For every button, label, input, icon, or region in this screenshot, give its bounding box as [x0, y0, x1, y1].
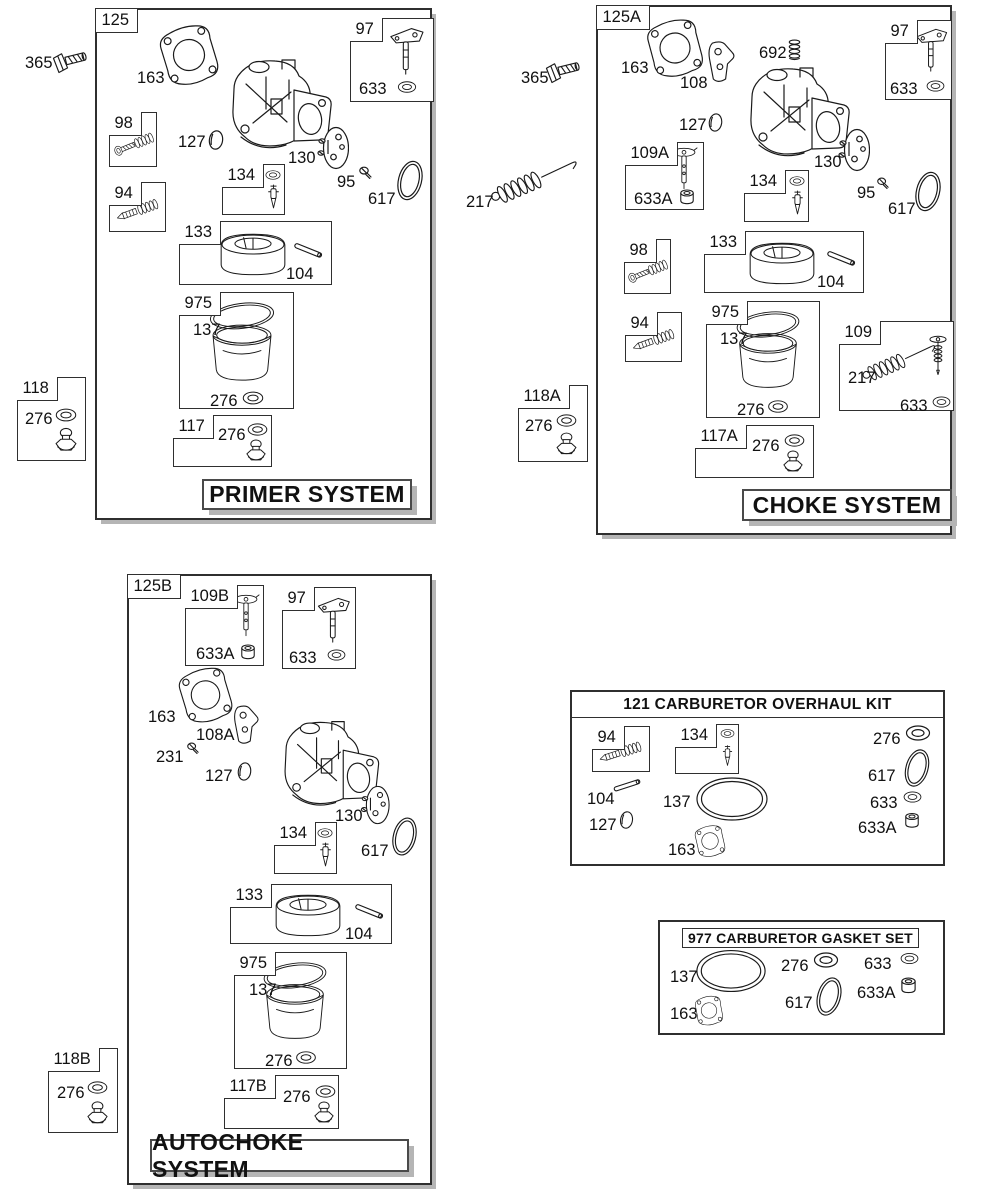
choke-system-box — [596, 5, 952, 535]
o-ring-drawing — [391, 156, 429, 204]
carburetor-body-drawing — [718, 60, 853, 165]
primer-system-box — [95, 8, 432, 520]
washer-drawing — [813, 952, 839, 968]
part-label-231: 231 — [156, 748, 184, 766]
carburetor-gasket-drawing — [692, 822, 728, 860]
seal-cap-drawing — [679, 189, 695, 205]
part-label-163: 163 — [621, 59, 649, 77]
sub-box-975 — [179, 292, 294, 409]
seat-ring-drawing — [317, 828, 333, 838]
part-label-633A: 633A — [857, 984, 896, 1002]
seal-ring-drawing — [327, 649, 346, 661]
float-drawing — [745, 238, 819, 288]
part-label-137: 137 — [193, 321, 221, 339]
part-label-127: 127 — [679, 116, 707, 134]
part-label-104: 104 — [587, 790, 615, 808]
part-label-617: 617 — [785, 994, 813, 1012]
primer-system-title: PRIMER SYSTEM — [202, 479, 412, 510]
sub-box-134-tab: 134 — [744, 170, 787, 195]
o-ring-drawing — [898, 745, 936, 791]
seal-ring-drawing — [397, 81, 417, 93]
welch-plug-drawing — [236, 761, 253, 782]
part-label-108: 108 — [680, 74, 708, 92]
seal-ring-drawing — [926, 80, 945, 92]
throttle-plate-drawing — [317, 126, 349, 170]
sub-box-134 — [675, 724, 739, 774]
part-label-633: 633 — [870, 794, 898, 812]
sub-box-133 — [704, 231, 864, 293]
float-drawing — [271, 890, 345, 940]
part-label-276: 276 — [525, 417, 553, 435]
box-118B-tab: 118B — [48, 1048, 100, 1073]
sub-box-134 — [744, 170, 809, 222]
sub-box-109B-tab: 109B — [185, 585, 239, 610]
sub-box-117A-tab: 117A — [695, 425, 747, 450]
sub-box-94-tab: 94 — [109, 182, 142, 207]
part-label-104: 104 — [817, 273, 845, 291]
sub-box-134-tab: 134 — [222, 164, 265, 189]
overhaul-kit-box — [570, 690, 945, 866]
seal-cap-drawing — [900, 977, 917, 994]
box-118A — [518, 385, 588, 462]
part-label-276: 276 — [873, 730, 901, 748]
float-hinge-pin-drawing — [352, 899, 387, 923]
sub-box-117A — [695, 425, 814, 478]
part-label-633: 633 — [864, 955, 892, 973]
spring-coil-drawing — [788, 38, 801, 62]
sub-box-133-tab: 133 — [230, 884, 273, 909]
screw-drawing — [359, 166, 373, 180]
autochoke-box-tab: 125B — [128, 575, 182, 600]
part-label-617: 617 — [361, 842, 389, 860]
gasket-set-box — [658, 920, 945, 1035]
sub-box-975 — [234, 952, 347, 1069]
welch-plug-drawing — [618, 810, 636, 830]
part-label-95: 95 — [857, 184, 876, 202]
washer-drawing — [87, 1081, 108, 1094]
bowl-nut-drawing — [554, 431, 579, 459]
part-label-633: 633 — [900, 397, 928, 415]
part-label-276: 276 — [218, 426, 246, 444]
o-ring-drawing — [386, 812, 423, 860]
washer-drawing — [315, 1085, 336, 1098]
autochoke-system-title: AUTOCHOKE SYSTEM — [150, 1139, 409, 1172]
part-label-95: 95 — [337, 173, 356, 191]
sub-box-133 — [230, 884, 392, 944]
sub-box-97-tab: 97 — [282, 587, 315, 612]
seal-cap-drawing — [904, 812, 920, 829]
primer-box-tab: 125 — [96, 9, 139, 34]
part-label-276: 276 — [283, 1088, 311, 1106]
inlet-needle-drawing — [721, 742, 734, 770]
seal-cap-drawing — [240, 644, 256, 660]
seal-ring-drawing — [900, 952, 919, 965]
sub-box-975-tab: 975 — [234, 952, 277, 977]
part-label-276: 276 — [752, 437, 780, 455]
part-label-633: 633 — [289, 649, 317, 667]
part-label-633A: 633A — [858, 819, 897, 837]
part-label-163: 163 — [148, 708, 176, 726]
sub-box-94-tab: 94 — [592, 726, 625, 751]
part-label-276: 276 — [781, 957, 809, 975]
seal-ring-drawing — [903, 791, 922, 803]
sub-box-117 — [173, 415, 272, 467]
sub-box-975-tab: 975 — [706, 301, 749, 326]
part-label-617: 617 — [368, 190, 396, 208]
part-label-276: 276 — [25, 410, 53, 428]
sub-box-134 — [222, 164, 285, 215]
part-label-617: 617 — [868, 767, 896, 785]
box-118B — [48, 1048, 118, 1133]
throttle-plate-drawing — [360, 785, 390, 825]
box-118A-tab: 118A — [518, 385, 570, 410]
sub-box-94 — [625, 312, 682, 362]
part-label-130: 130 — [814, 153, 842, 171]
sub-box-975-tab: 975 — [179, 292, 222, 317]
sub-box-97-tab: 97 — [885, 20, 918, 45]
box-118-tab: 118 — [17, 377, 58, 402]
inlet-needle-drawing — [266, 183, 281, 211]
part-label-127: 127 — [205, 767, 233, 785]
part-label-137: 137 — [670, 968, 698, 986]
part-label-130: 130 — [335, 807, 363, 825]
bowl-nut-drawing — [781, 449, 805, 476]
seat-ring-drawing — [720, 729, 735, 738]
sub-box-98-tab: 98 — [109, 112, 142, 137]
part-label-276: 276 — [737, 401, 765, 419]
float-hinge-pin-drawing — [824, 246, 859, 270]
sub-box-97-tab: 97 — [350, 18, 383, 43]
sub-box-98-tab: 98 — [624, 239, 657, 264]
part-label-163: 163 — [668, 841, 696, 859]
choke-system-title: CHOKE SYSTEM — [742, 489, 952, 521]
sub-box-109 — [839, 321, 954, 415]
washer-drawing — [295, 1051, 317, 1064]
carburetor-gasket-drawing — [641, 13, 709, 82]
o-ring-drawing — [810, 973, 848, 1020]
choke-box-tab: 125A — [597, 6, 651, 31]
washer-drawing — [55, 408, 77, 422]
sub-box-134-tab: 134 — [675, 724, 718, 749]
sub-box-94-tab: 94 — [625, 312, 658, 337]
seal-ring-drawing — [932, 396, 951, 408]
sub-box-117-tab: 117 — [173, 415, 214, 440]
overhaul-kit-title: 121 CARBURETOR OVERHAUL KIT — [572, 692, 943, 718]
sub-box-109B — [185, 585, 264, 666]
part-label-127: 127 — [178, 133, 206, 151]
mounting-bolt-drawing — [50, 44, 91, 76]
bowl-o-ring-drawing — [694, 776, 770, 822]
washer-drawing — [905, 725, 931, 741]
part-label-104: 104 — [286, 265, 314, 283]
part-label-137: 137 — [663, 793, 691, 811]
part-label-137: 137 — [720, 330, 748, 348]
part-label-108A: 108A — [196, 726, 235, 744]
bowl-nut-drawing — [244, 438, 268, 465]
part-label-276: 276 — [265, 1052, 293, 1070]
bowl-nut-drawing — [53, 426, 79, 456]
part-label-163: 163 — [137, 69, 165, 87]
washer-drawing — [784, 434, 805, 447]
part-label-365: 365 — [521, 69, 549, 87]
part-label-217: 217 — [848, 369, 876, 387]
part-label-633: 633 — [890, 80, 918, 98]
sub-box-133 — [179, 221, 332, 285]
washer-drawing — [242, 391, 264, 405]
part-label-633: 633 — [359, 80, 387, 98]
bowl-nut-drawing — [85, 1099, 110, 1129]
sub-box-109A — [625, 142, 704, 210]
bowl-nut-drawing — [312, 1100, 336, 1127]
gasket-set-title: 977 CARBURETOR GASKET SET — [682, 928, 919, 948]
part-label-137: 137 — [249, 981, 277, 999]
sub-box-109-tab: 109 — [839, 321, 882, 346]
sub-box-134 — [274, 822, 337, 874]
part-label-104: 104 — [345, 925, 373, 943]
sub-box-117B — [224, 1075, 339, 1129]
part-label-163: 163 — [670, 1005, 698, 1023]
sub-box-109A-tab: 109A — [625, 142, 679, 167]
part-label-276: 276 — [57, 1084, 85, 1102]
part-label-276: 276 — [210, 392, 238, 410]
float-hinge-pin-drawing — [611, 775, 644, 797]
float-hinge-pin-drawing — [291, 238, 326, 262]
sub-box-97 — [885, 20, 952, 100]
screw-drawing — [877, 177, 890, 190]
part-label-692: 692 — [759, 44, 787, 62]
bowl-o-ring-drawing — [694, 948, 768, 994]
sub-box-98 — [109, 112, 157, 167]
sub-box-134-tab: 134 — [274, 822, 317, 847]
seat-ring-drawing — [789, 176, 805, 186]
part-label-633A: 633A — [196, 645, 235, 663]
part-label-127: 127 — [589, 816, 617, 834]
inlet-needle-drawing — [790, 189, 805, 217]
sub-box-117B-tab: 117B — [224, 1075, 276, 1100]
washer-drawing — [767, 400, 789, 413]
spring-screw-drawing — [927, 332, 949, 378]
mounting-bolt-drawing — [543, 54, 584, 86]
seat-ring-drawing — [265, 170, 281, 180]
autochoke-system-box — [127, 574, 432, 1185]
washer-drawing — [556, 414, 577, 427]
inlet-needle-drawing — [318, 841, 333, 869]
sub-box-94 — [592, 726, 650, 772]
throttle-plate-drawing — [838, 128, 870, 172]
washer-drawing — [247, 423, 268, 436]
box-118 — [17, 377, 86, 461]
part-label-617: 617 — [888, 200, 916, 218]
part-label-130: 130 — [288, 149, 316, 167]
float-drawing — [216, 229, 290, 279]
sub-box-133-tab: 133 — [179, 221, 222, 246]
throttle-shaft-drawing — [313, 595, 353, 643]
part-label-217: 217 — [466, 193, 494, 211]
throttle-shaft-drawing — [385, 25, 427, 75]
part-label-633A: 633A — [634, 190, 673, 208]
sub-box-975 — [706, 301, 820, 418]
sub-box-97 — [350, 18, 434, 102]
sub-box-97 — [282, 587, 356, 669]
sub-box-98 — [624, 239, 671, 294]
sub-box-133-tab: 133 — [704, 231, 747, 256]
welch-plug-drawing — [207, 129, 226, 151]
sub-box-94 — [109, 182, 166, 232]
part-label-365: 365 — [25, 54, 53, 72]
choke-spring-drawing — [488, 156, 580, 204]
